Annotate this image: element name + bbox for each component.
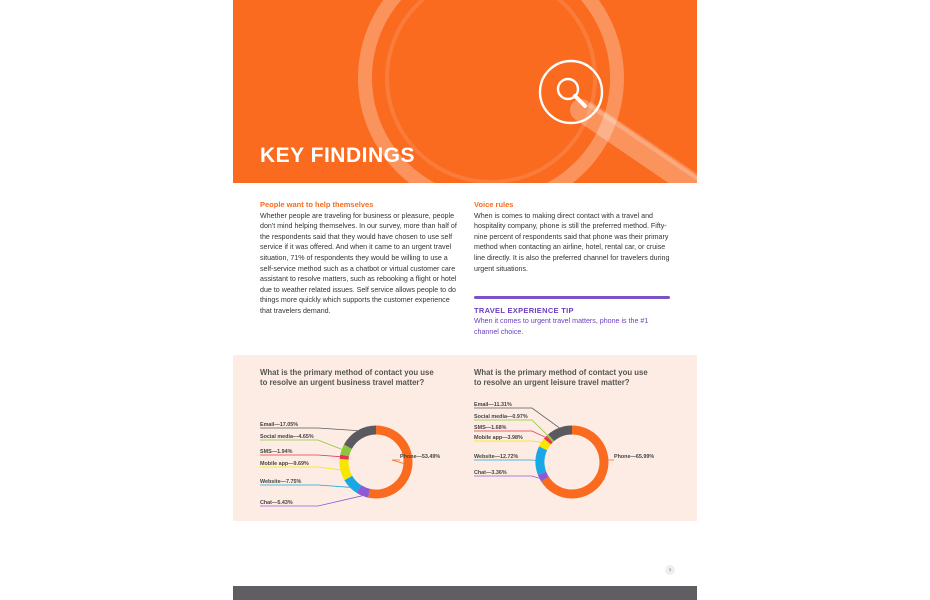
donut-slice-email [348,430,376,447]
data-label-social-media: Social media—0.97% [474,414,528,420]
donut-slice-website [348,478,359,489]
data-label-phone: Phone—53.49% [400,454,441,460]
section-heading-voice-rules: Voice rules [474,200,514,209]
leader-line-sms [260,455,340,457]
magnifier-icon [538,59,604,125]
leader-line-chat [474,476,539,478]
donut-charts [233,355,697,521]
data-label-mobile-app: Mobile app—9.69% [260,461,309,467]
data-label-website: Website—7.75% [260,479,302,485]
data-label-social-media: Social media—4.65% [260,434,314,440]
leader-line-mobile-app [474,441,541,442]
data-label-chat: Chat—3.36% [474,470,507,476]
footer-bar [233,586,697,600]
data-label-email: Email—11.31% [474,402,512,408]
chart-title-leisure: What is the primary method of contact you use to resolve an urgent leisure travel matter? [474,368,648,387]
right-column [474,200,670,274]
leader-line-website [260,485,350,487]
donut-slice-social-media [345,447,348,456]
left-column [260,200,457,317]
report-page [233,0,697,600]
donut-slice-chat [359,489,369,493]
data-label-chat: Chat—5.43% [260,500,293,506]
section-heading-help-themselves: People want to help themselves [260,200,374,209]
donut-slice-chat [542,473,545,479]
data-label-phone: Phone—65.99% [614,454,655,460]
tip-divider [474,296,670,299]
data-label-sms: SMS—1.68% [474,425,507,431]
data-label-email: Email—17.05% [260,422,299,428]
page-number: 3 [665,565,675,575]
data-label-sms: SMS—1.94% [260,449,293,455]
data-label-mobile-app: Mobile app—3.98% [474,435,523,441]
charts-panel [233,355,697,521]
data-label-website: Website—12.72% [474,454,519,460]
donut-slice-phone [369,430,408,494]
hero-banner [233,0,697,183]
section-body-voice-rules: When is comes to making direct contact with a travel and hospitality company, phone is still the preferred method. Fifty-nine percent of respondents said that phone was their primary method when contacting an airline, hotel, rental car, or cruise line directly. It is also the preferred channel for travelers during urgent situations. [474,211,670,273]
tip-text: When it comes to urgent travel matters, phone is the #1 channel choice. [474,317,649,336]
leader-line-email [260,428,357,431]
leader-line-social-media [260,440,342,449]
page-title: KEY FINDINGS [260,144,415,167]
section-body-help-themselves: Whether people are traveling for business or pleasure, people don't mind helping themselves. In our survey, more than half of the respondents said that they would have chosen to use self service if it was offered. And when it came to an urgent travel situation, 71% of respondents they would be willing to use a self-service method such as a chatbot or virtual customer care assistant to resolve matters, such as rebooking a flight or hotel due to weather related issues. Self service allows people to do things more quickly which supports the customer experience that travelers demand. [260,211,457,315]
leader-line-mobile-app [260,467,340,470]
donut-slice-website [540,448,543,473]
donut-slice-social-media [550,438,551,439]
chart-title-business: What is the primary method of contact you use to resolve an urgent business travel matter? [260,368,434,387]
donut-slice-sms [547,439,549,441]
donut-slice-mobile-app [543,442,547,449]
tip-title: TRAVEL EXPERIENCE TIP [474,306,574,315]
donut-slice-email [551,430,572,438]
donut-slice-sms [344,455,345,459]
donut-slice-mobile-app [344,459,348,478]
